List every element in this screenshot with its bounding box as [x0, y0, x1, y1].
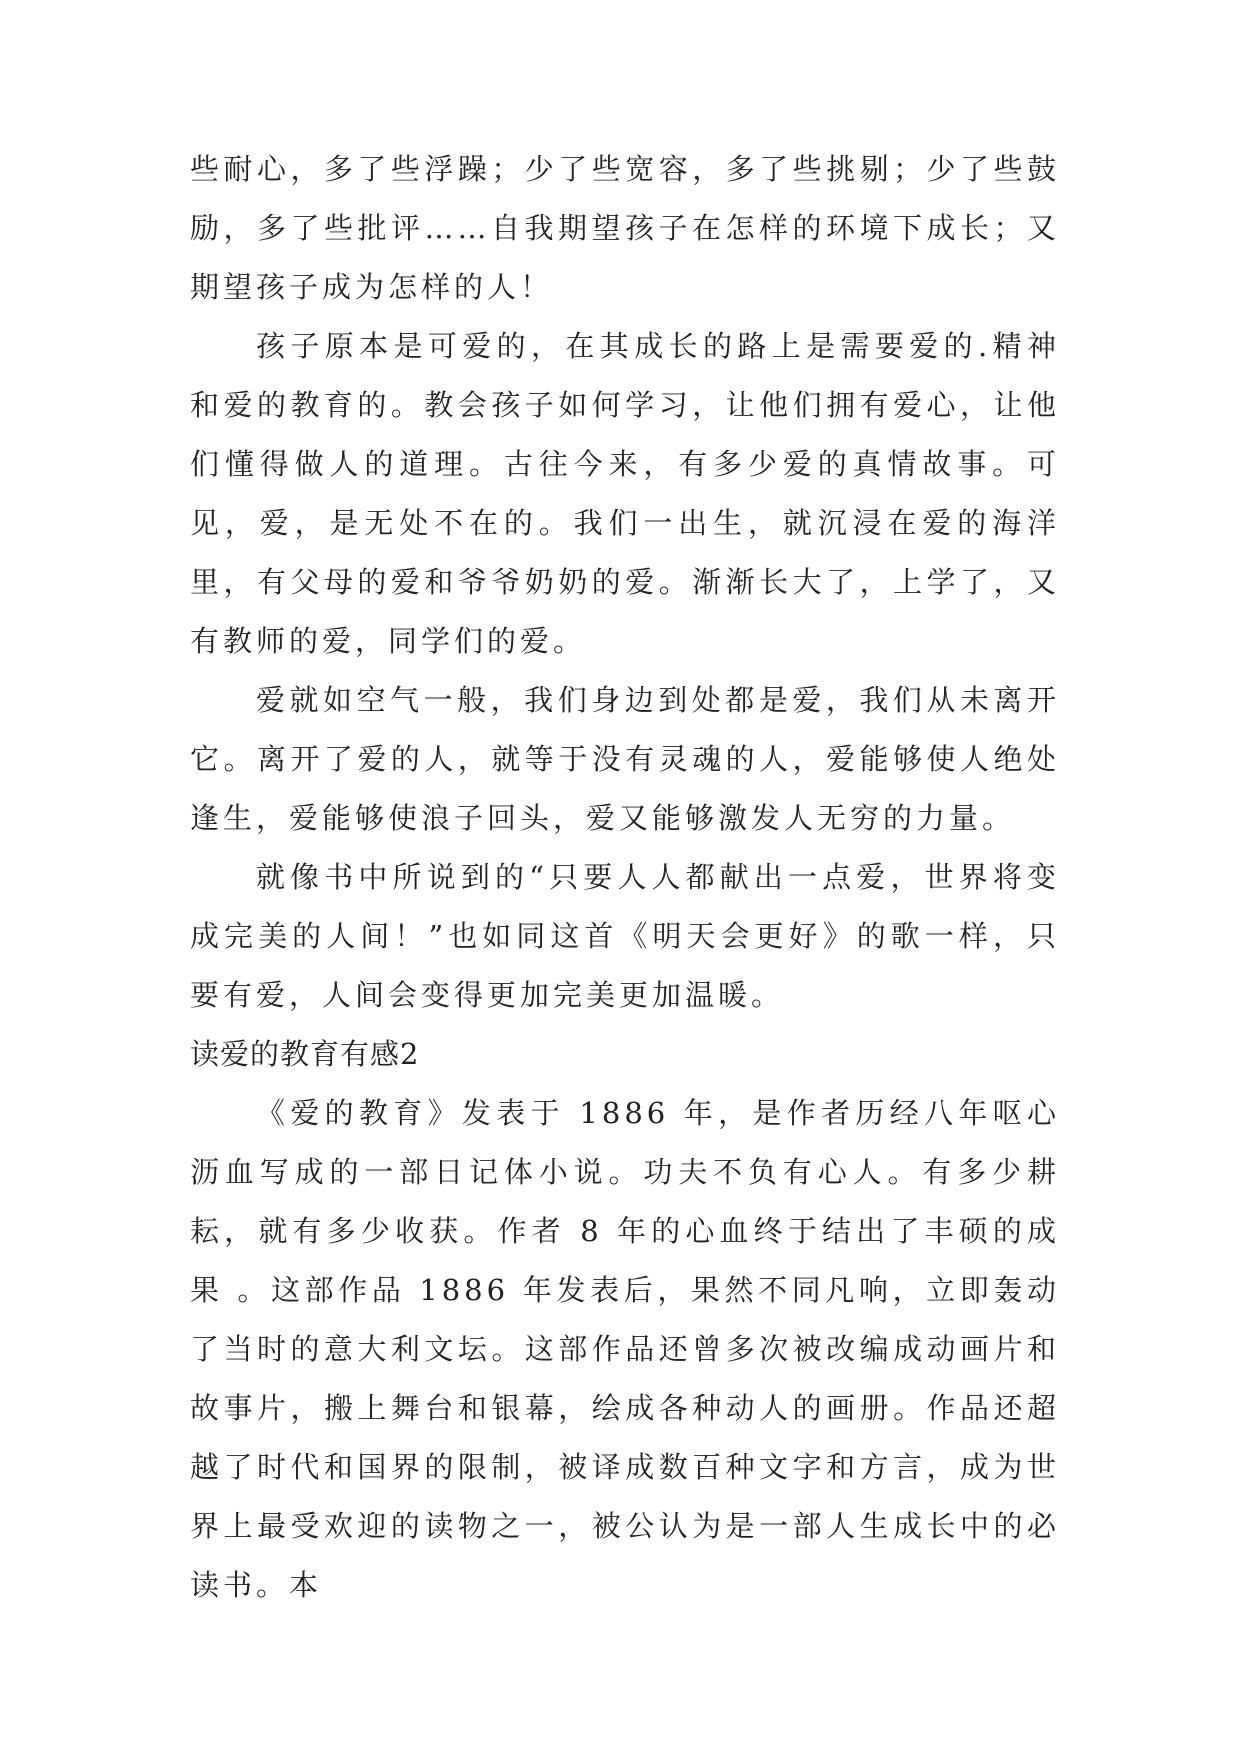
document-body [190, 140, 1060, 1615]
paragraph-2: 孩子原本是可爱的，在其成长的路上是需要爱的.精神和爱的教育的。教会孩子如何学习，让他们拥有爱心，让他们懂得做人的道理。古往今来，有多少爱的真情故事。可见，爱，是无处不在的。我们一出生，就沉浸在爱的海洋里，有父母的爱和爷爷奶奶的爱。渐渐长大了，上学了，又有教师的爱，同学们的爱。 [190, 329, 1060, 658]
paragraph-1: 些耐心，多了些浮躁；少了些宽容，多了些挑剔；少了些鼓励，多了些批评……自我期望孩子在怎样的环境下成长；又期望孩子成为怎样的人！ [190, 152, 1060, 304]
paragraph-4: 就像书中所说到的“只要人人都献出一点爱，世界将变成完美的人间！”也如同这首《明天会更好》的歌一样，只要有爱，人间会变得更加完美更加温暖。 [190, 860, 1060, 1012]
paragraph-5: 《爱的教育》发表于 1886 年，是作者历经八年呕心沥血写成的一部日记体小说。功夫不负有心人。有多少耕耘，就有多少收获。作者 8 年的心血终于结出了丰硕的成果 。这部作品 1886 年发表后，果然不同凡响，立即轰动了当时的意大利文坛。这部作品还曾多次被改编成动画片和故事片，搬上舞台和银幕，绘成各种动人的画册。作品还超越了时代和国界的限制，被译成数百种文字和方言，成为世界上最受欢迎的读物之一，被公认为是一部人生成长中的必读书。本 [190, 1096, 1060, 1602]
section-heading: 读爱的教育有感2 [190, 1037, 420, 1071]
paragraph-3: 爱就如空气一般，我们身边到处都是爱，我们从未离开它。离开了爱的人，就等于没有灵魂的人，爱能够使人绝处逢生，爱能够使浪子回头，爱又能够激发人无穷的力量。 [190, 683, 1060, 835]
